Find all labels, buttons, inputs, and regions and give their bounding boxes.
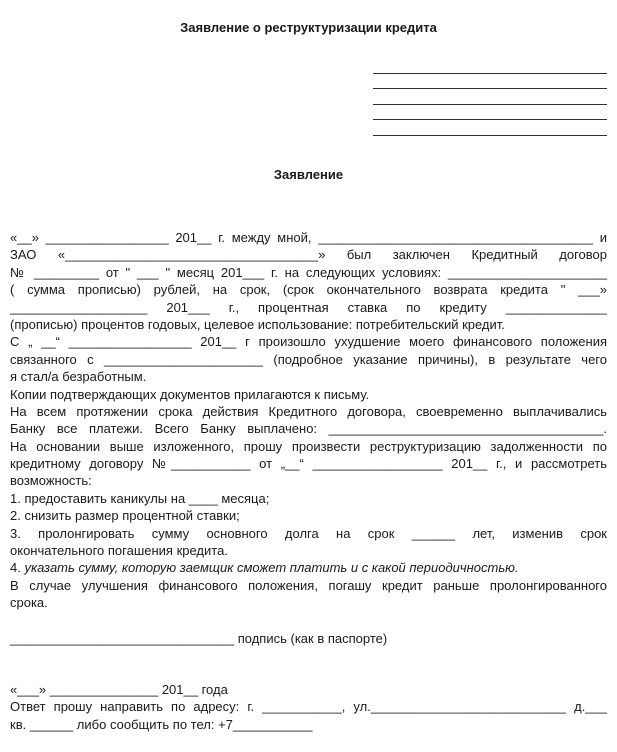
body-line: На основании выше изложенного, прошу произвести реструктуризацию задолженности по <box>10 438 607 454</box>
body-line: связанного с ______________________ (подробное указание причины), в результате чего <box>10 351 607 367</box>
body-line: Банку все платежи. Всего Банку выплачено: ______________________________________. <box>10 421 607 437</box>
document-body <box>10 229 607 612</box>
body-line: На всем протяжении срока действия Кредитного договора, своевременно выплачивались <box>10 403 607 419</box>
addressee-line <box>373 89 607 105</box>
footer-phone: кв. ______ либо сообщить по тел: +7___________ <box>10 716 313 732</box>
addressee-line <box>373 74 607 90</box>
body-line: ( сумма прописью) рублей, на срок, (срок окончательного возврата кредита " ___» <box>10 282 607 298</box>
list-item-4 <box>10 559 607 576</box>
list-item-4-number: 4. <box>10 560 25 576</box>
addressee-line <box>373 58 607 74</box>
list-item-3: 3. пролонгировать сумму основного долга на срок ______ лет, изменив срок <box>10 525 607 541</box>
footer-date: «___» _______________ 201__ года <box>10 682 228 697</box>
list-item-2: 2. снизить размер процентной ставки; <box>10 508 240 524</box>
list-item-3-cont: окончательного погашения кредита. <box>10 543 228 559</box>
addressee-line <box>373 120 607 136</box>
body-line: возможность: <box>10 473 92 489</box>
document-subtitle: Заявление <box>273 167 344 182</box>
body-line: (прописью) процентов годовых, целевое использование: потребительский кредит. <box>10 316 505 332</box>
list-item-1: 1. предоставить каникулы на ____ месяца; <box>10 490 270 506</box>
body-line: ___________________ 201___ г., процентная ставка по кредиту ______________ <box>10 299 607 315</box>
footer-address: Ответ прошу направить по адресу: г. ___________, ул.___________________________ д.___ <box>10 699 607 715</box>
addressee-lines <box>373 58 607 136</box>
body-line: Копии подтверждающих документов прилагаются к письму. <box>10 386 370 402</box>
body-line: В случае улучшения финансового положения, погашу кредит раньше пролонгированного <box>10 577 607 593</box>
body-line: ЗАО «___________________________________» был заключен Кредитный договор <box>10 247 607 263</box>
body-line: «__» _________________ 201__ г. между мной, ______________________________________ и <box>10 230 607 245</box>
body-line: С „ __“ _________________ 201__ г произошло ухудшение моего финансового положения <box>10 334 607 350</box>
body-line: срока. <box>10 595 48 611</box>
document-title: Заявление о реструктуризации кредита <box>180 20 437 35</box>
body-line: я стал/а безработным. <box>10 369 147 385</box>
signature-line: _______________________________ подпись (как в паспорте) <box>10 631 388 646</box>
document-footer <box>10 681 607 733</box>
body-line: № _________ от " ___ " месяц 201___ г. на следующих условиях: ______________________ <box>10 264 607 280</box>
body-line: кредитному договору №___________ от „__“ __________________ 201__ г., и рассмотреть <box>10 456 607 472</box>
addressee-line <box>373 105 607 121</box>
list-item-4-text: указать сумму, которую заемщик сможет платить и с какой периодичностью. <box>24 560 519 576</box>
